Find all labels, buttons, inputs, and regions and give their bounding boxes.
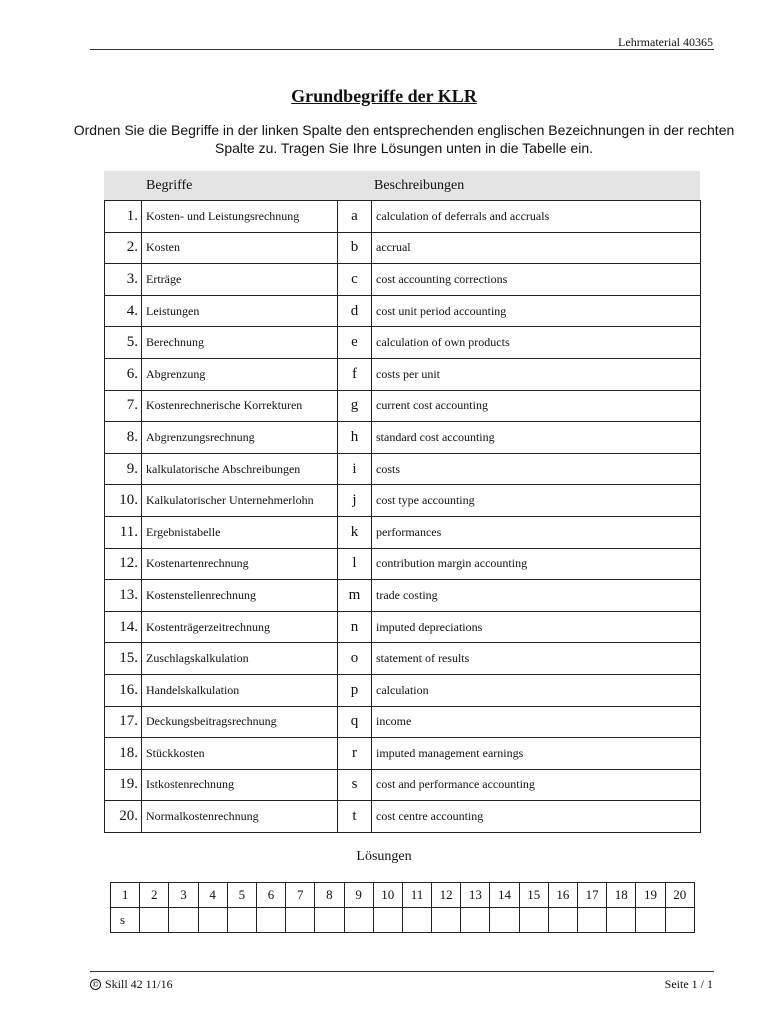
term-cell: Istkostenrechnung xyxy=(142,769,338,801)
row-number: 9. xyxy=(105,453,142,485)
table-row xyxy=(105,422,701,454)
description-cell: cost unit period accounting xyxy=(372,295,701,327)
solution-answer-cell[interactable] xyxy=(373,908,402,933)
material-number: Lehrmaterial 40365 xyxy=(618,35,713,49)
term-cell: Kalkulatorischer Unternehmerlohn xyxy=(142,485,338,517)
description-cell: cost type accounting xyxy=(372,485,701,517)
letter-cell: d xyxy=(338,295,372,327)
solution-number-cell: 7 xyxy=(286,883,315,908)
row-number: 4. xyxy=(105,295,142,327)
term-cell: Handelskalkulation xyxy=(142,674,338,706)
term-cell: Kostenträgerzeitrechnung xyxy=(142,611,338,643)
description-cell: contribution margin accounting xyxy=(372,548,701,580)
solution-number-cell: 14 xyxy=(490,883,519,908)
term-cell: Kostenartenrechnung xyxy=(142,548,338,580)
solutions-number-row xyxy=(111,883,695,908)
solution-answer-cell[interactable] xyxy=(578,908,607,933)
solutions-answer-row xyxy=(111,908,695,933)
letter-cell: l xyxy=(338,548,372,580)
copyright-icon: © xyxy=(90,979,101,990)
letter-cell: a xyxy=(338,201,372,233)
table-row xyxy=(105,801,701,833)
letter-cell: f xyxy=(338,358,372,390)
letter-cell: p xyxy=(338,674,372,706)
letter-cell: i xyxy=(338,453,372,485)
solution-answer-cell[interactable] xyxy=(344,908,373,933)
solution-answer-cell[interactable] xyxy=(256,908,285,933)
term-cell: Abgrenzungsrechnung xyxy=(142,422,338,454)
solution-answer-cell[interactable] xyxy=(402,908,431,933)
table-row xyxy=(105,643,701,675)
solution-number-cell: 8 xyxy=(315,883,344,908)
table-row xyxy=(105,264,701,296)
solution-answer-cell[interactable] xyxy=(607,908,636,933)
matching-table xyxy=(104,200,701,833)
solution-answer-cell[interactable] xyxy=(548,908,577,933)
row-number: 5. xyxy=(105,327,142,359)
table-row xyxy=(105,516,701,548)
instructions-text: Ordnen Sie die Begriffe in der linken Spalte den entsprechenden englischen Bezeichnungen in der rechten Spalte zu. Tragen Sie Ihre Lösungen unten in die Tabelle ein. xyxy=(73,122,735,156)
solutions-title: Lösungen xyxy=(356,849,412,864)
term-cell: Berechnung xyxy=(142,327,338,359)
row-number: 11. xyxy=(105,516,142,548)
column-header-descriptions: Beschreibungen xyxy=(374,178,465,193)
description-cell: calculation of deferrals and accruals xyxy=(372,201,701,233)
term-cell: Kostenrechnerische Korrekturen xyxy=(142,390,338,422)
footer-skill-label: Skill 42 11/16 xyxy=(105,977,173,991)
solution-number-cell: 19 xyxy=(636,883,665,908)
letter-cell: s xyxy=(338,769,372,801)
table-row xyxy=(105,232,701,264)
footer-divider xyxy=(90,971,714,972)
table-row xyxy=(105,390,701,422)
description-cell: cost centre accounting xyxy=(372,801,701,833)
footer-left xyxy=(90,977,173,992)
solution-number-cell: 18 xyxy=(607,883,636,908)
solution-number-cell: 12 xyxy=(432,883,461,908)
row-number: 17. xyxy=(105,706,142,738)
row-number: 3. xyxy=(105,264,142,296)
letter-cell: e xyxy=(338,327,372,359)
letter-cell: m xyxy=(338,580,372,612)
term-cell: Deckungsbeitragsrechnung xyxy=(142,706,338,738)
description-cell: standard cost accounting xyxy=(372,422,701,454)
description-cell: cost and performance accounting xyxy=(372,769,701,801)
term-cell: Normalkostenrechnung xyxy=(142,801,338,833)
table-row xyxy=(105,358,701,390)
row-number: 15. xyxy=(105,643,142,675)
table-row xyxy=(105,674,701,706)
solutions-table xyxy=(110,882,695,933)
page-title: Grundbegriffe der KLR xyxy=(291,86,477,106)
term-cell: Abgrenzung xyxy=(142,358,338,390)
letter-cell: j xyxy=(338,485,372,517)
term-cell: Kostenstellenrechnung xyxy=(142,580,338,612)
letter-cell: o xyxy=(338,643,372,675)
table-row xyxy=(105,706,701,738)
table-row xyxy=(105,453,701,485)
row-number: 7. xyxy=(105,390,142,422)
solution-number-cell: 13 xyxy=(461,883,490,908)
term-cell: Stückkosten xyxy=(142,738,338,770)
page-number: Seite 1 / 1 xyxy=(664,977,713,991)
description-cell: trade costing xyxy=(372,580,701,612)
row-number: 19. xyxy=(105,769,142,801)
solution-answer-cell[interactable] xyxy=(490,908,519,933)
solution-answer-cell[interactable] xyxy=(286,908,315,933)
solution-answer-cell[interactable] xyxy=(227,908,256,933)
letter-cell: r xyxy=(338,738,372,770)
solution-number-cell: 10 xyxy=(373,883,402,908)
solution-number-cell: 15 xyxy=(519,883,548,908)
letter-cell: n xyxy=(338,611,372,643)
solution-answer-cell[interactable] xyxy=(636,908,665,933)
table-row xyxy=(105,327,701,359)
solution-number-cell: 4 xyxy=(198,883,227,908)
description-cell: accrual xyxy=(372,232,701,264)
row-number: 16. xyxy=(105,674,142,706)
description-cell: income xyxy=(372,706,701,738)
row-number: 13. xyxy=(105,580,142,612)
letter-cell: g xyxy=(338,390,372,422)
row-number: 14. xyxy=(105,611,142,643)
solution-answer-cell[interactable] xyxy=(140,908,169,933)
description-cell: performances xyxy=(372,516,701,548)
term-cell: Zuschlagskalkulation xyxy=(142,643,338,675)
letter-cell: q xyxy=(338,706,372,738)
solution-answer-cell[interactable] xyxy=(198,908,227,933)
row-number: 2. xyxy=(105,232,142,264)
term-cell: Kosten xyxy=(142,232,338,264)
term-cell: Erträge xyxy=(142,264,338,296)
solution-number-cell: 1 xyxy=(111,883,140,908)
table-row xyxy=(105,738,701,770)
solution-number-cell: 11 xyxy=(402,883,431,908)
solution-number-cell: 9 xyxy=(344,883,373,908)
letter-cell: k xyxy=(338,516,372,548)
term-cell: Kosten- und Leistungsrechnung xyxy=(142,201,338,233)
row-number: 1. xyxy=(105,201,142,233)
term-cell: Ergebnistabelle xyxy=(142,516,338,548)
term-cell: kalkulatorische Abschreibungen xyxy=(142,453,338,485)
description-cell: imputed management earnings xyxy=(372,738,701,770)
solution-number-cell: 5 xyxy=(227,883,256,908)
solution-number-cell: 20 xyxy=(665,883,694,908)
term-cell: Leistungen xyxy=(142,295,338,327)
description-cell: calculation xyxy=(372,674,701,706)
table-row xyxy=(105,611,701,643)
solution-answer-cell[interactable] xyxy=(519,908,548,933)
row-number: 10. xyxy=(105,485,142,517)
description-cell: current cost accounting xyxy=(372,390,701,422)
letter-cell: b xyxy=(338,232,372,264)
solution-number-cell: 17 xyxy=(578,883,607,908)
row-number: 6. xyxy=(105,358,142,390)
description-cell: costs xyxy=(372,453,701,485)
solution-number-cell: 6 xyxy=(256,883,285,908)
description-cell: imputed depreciations xyxy=(372,611,701,643)
solution-answer-cell[interactable] xyxy=(169,908,198,933)
solution-number-cell: 3 xyxy=(169,883,198,908)
row-number: 18. xyxy=(105,738,142,770)
table-row xyxy=(105,548,701,580)
solution-answer-cell[interactable] xyxy=(315,908,344,933)
letter-cell: c xyxy=(338,264,372,296)
description-cell: statement of results xyxy=(372,643,701,675)
solution-answer-cell[interactable] xyxy=(432,908,461,933)
solution-number-cell: 2 xyxy=(140,883,169,908)
row-number: 20. xyxy=(105,801,142,833)
table-header xyxy=(104,171,700,200)
row-number: 12. xyxy=(105,548,142,580)
solution-answer-cell[interactable] xyxy=(461,908,490,933)
solution-number-cell: 16 xyxy=(548,883,577,908)
solution-answer-cell[interactable] xyxy=(665,908,694,933)
header-divider xyxy=(90,49,714,50)
table-row xyxy=(105,769,701,801)
letter-cell: t xyxy=(338,801,372,833)
table-row xyxy=(105,295,701,327)
description-cell: cost accounting corrections xyxy=(372,264,701,296)
table-row xyxy=(105,201,701,233)
table-row xyxy=(105,485,701,517)
letter-cell: h xyxy=(338,422,372,454)
column-header-terms: Begriffe xyxy=(146,178,193,193)
table-row xyxy=(105,580,701,612)
row-number: 8. xyxy=(105,422,142,454)
description-cell: calculation of own products xyxy=(372,327,701,359)
solution-answer-cell[interactable]: s xyxy=(111,908,140,933)
description-cell: costs per unit xyxy=(372,358,701,390)
